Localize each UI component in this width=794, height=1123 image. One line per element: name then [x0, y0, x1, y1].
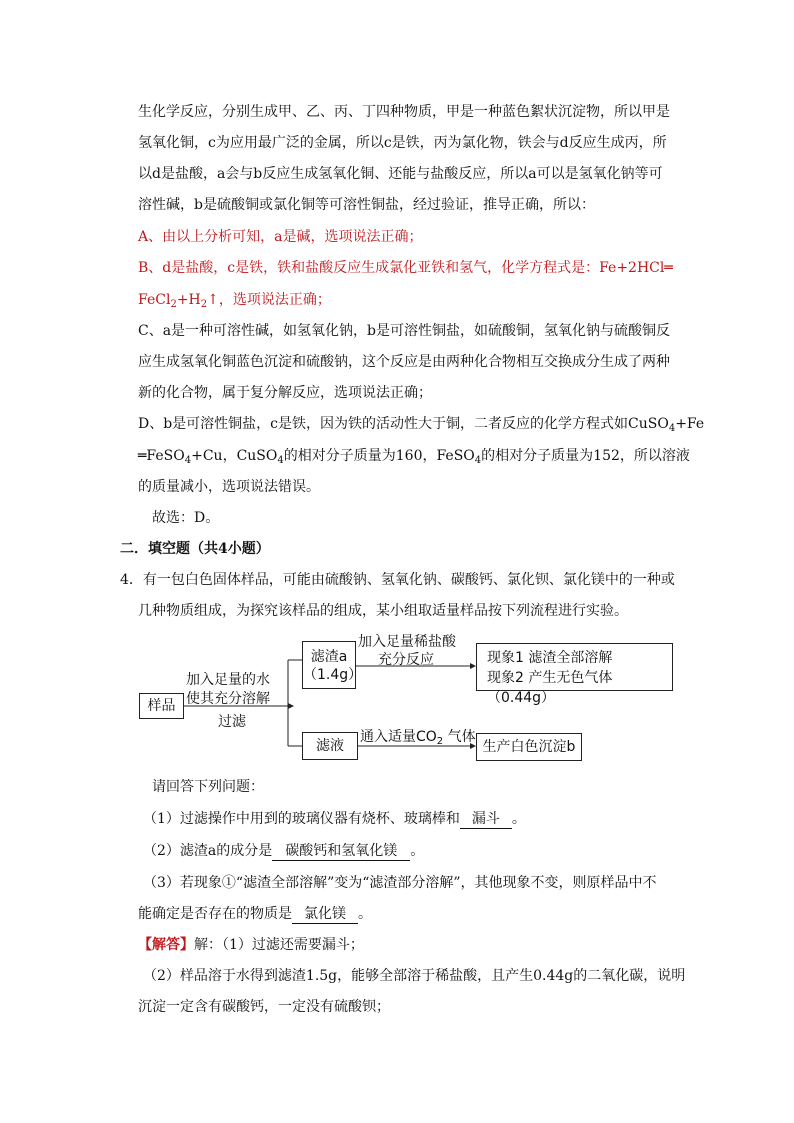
- analysis-line-2: 氢氧化铜，c为应用最广泛的金属，所以c是铁，丙为氯化物，铁会与d反应生成丙，所: [138, 135, 667, 151]
- option-c-text-1: C、a是一种可溶性碱，如氢氧化钠，b是可溶性铜盐，如硫酸铜，氢氧化钠与硫酸铜反: [138, 323, 671, 339]
- option-c-text-3: 新的化合物，属于复分解反应，选项说法正确；: [138, 385, 432, 401]
- residue-mass: （1.4g）: [303, 667, 363, 683]
- question-text-2: 几种物质组成，为探究该样品的组成，某小组取适量样品按下列流程进行实验。: [138, 603, 628, 619]
- sub-question-1: （1）过滤操作中用到的玻璃仪器有烧杯、玻璃棒和 漏斗 。: [143, 811, 526, 827]
- filter-step-label: 过滤: [218, 714, 246, 730]
- final-choice: 故选：D。: [152, 510, 220, 526]
- acid-step-label-2: 充分反应: [378, 652, 434, 668]
- co2-step-label: 通入适量$CO_2$ 气体: [360, 729, 476, 747]
- filtrate-box: 滤液: [302, 732, 358, 760]
- sub-question-intro: 请回答下列问题：: [152, 779, 264, 795]
- precipitate-box: 生产白色沉淀b: [476, 733, 582, 761]
- residue-name: 滤渣a: [310, 649, 348, 665]
- analysis-line-1: 生化学反应，分别生成甲、乙、丙、丁四种物质，甲是一种蓝色絮状沉淀物，所以甲是: [138, 104, 670, 120]
- analysis-line-4: 溶性碱，b是硫酸铜或氯化铜等可溶性铜盐，经过验证，推导正确，所以：: [138, 197, 595, 213]
- residue-box: [302, 641, 363, 689]
- analysis-line-3: 以d是盐酸，a会与b反应生成氢氧化铜、还能与盐酸反应，所以a可以是氢氧化钠等可: [138, 166, 663, 182]
- water-step-label-1: 加入足量的水: [186, 672, 270, 688]
- observation-box: [476, 643, 673, 706]
- sub-question-2: （2）滤渣a的成分是 碳酸钙和氢氧化镁 。: [143, 843, 425, 859]
- acid-step-label-1: 加入足量稀盐酸: [358, 634, 456, 650]
- sub-question-3-line-1: （3）若现象①“滤渣全部溶解”变为“滤渣部分溶解”，其他现象不变，则原样品中不: [143, 875, 657, 891]
- answer-line-2: （2）样品溶于水得到滤渣1.5g，能够全部溶于稀盐酸，且产生0.44g的二氧化碳，说明: [143, 968, 686, 984]
- option-d-text-1: D、b是可溶性铜盐，c是铁，因为铁的活动性大于铜，二者反应的化学方程式如CuSO$_4$+Fe: [138, 416, 705, 434]
- answer-line-3: 沉淀一定含有碳酸钙，一定没有硫酸钡；: [138, 999, 390, 1015]
- answer-blank-2: 碳酸钙和氢氧化镁: [272, 842, 410, 861]
- option-d-text-3: 的质量减小，选项说法错误。: [138, 479, 320, 495]
- option-b-text-2: $FeCl_2+H_2↑$，选项说法正确；: [138, 292, 331, 310]
- sample-box: 样品: [139, 693, 184, 719]
- sub-question-3-line-2: 能确定是否存在的物质是 氯化镁 。: [138, 906, 372, 922]
- option-c-text-2: 应生成氢氧化铜蓝色沉淀和硫酸钠，这个反应是由两种化合物相互交换成分生成了两种: [138, 354, 670, 370]
- option-b-text-1: B、d是盐酸，c是铁，铁和盐酸反应生成氯化亚铁和氢气，化学方程式是：Fe+2HCl═: [138, 260, 673, 276]
- answer-blank-3: 氯化镁: [292, 905, 358, 924]
- option-d-text-2: ═FeSO$_4$+Cu，CuSO$_4$的相对分子质量为160，FeSO$_4$的相对分子质量为152，所以溶液: [138, 448, 690, 466]
- answer-tag: 【解答】: [138, 937, 194, 953]
- answer-blank-1: 漏斗: [460, 810, 512, 829]
- section-title: 二．填空题（共4小题）: [120, 541, 270, 557]
- option-a-text: A、由以上分析可知，a是碱，选项说法正确；: [138, 229, 423, 245]
- observation-2: 现象2 产生无色气体（0.44g）: [487, 670, 613, 706]
- observation-1: 现象1 滤渣全部溶解: [487, 650, 613, 666]
- answer-line-1: 【解答】解：（1）过滤还需要漏斗；: [138, 937, 364, 953]
- water-step-label-2: 使其充分溶解: [186, 691, 270, 707]
- question-text-1: 4．有一包白色固体样品，可能由硫酸钠、氢氧化钠、碳酸钙、氯化钡、氯化镁中的一种或: [120, 572, 675, 588]
